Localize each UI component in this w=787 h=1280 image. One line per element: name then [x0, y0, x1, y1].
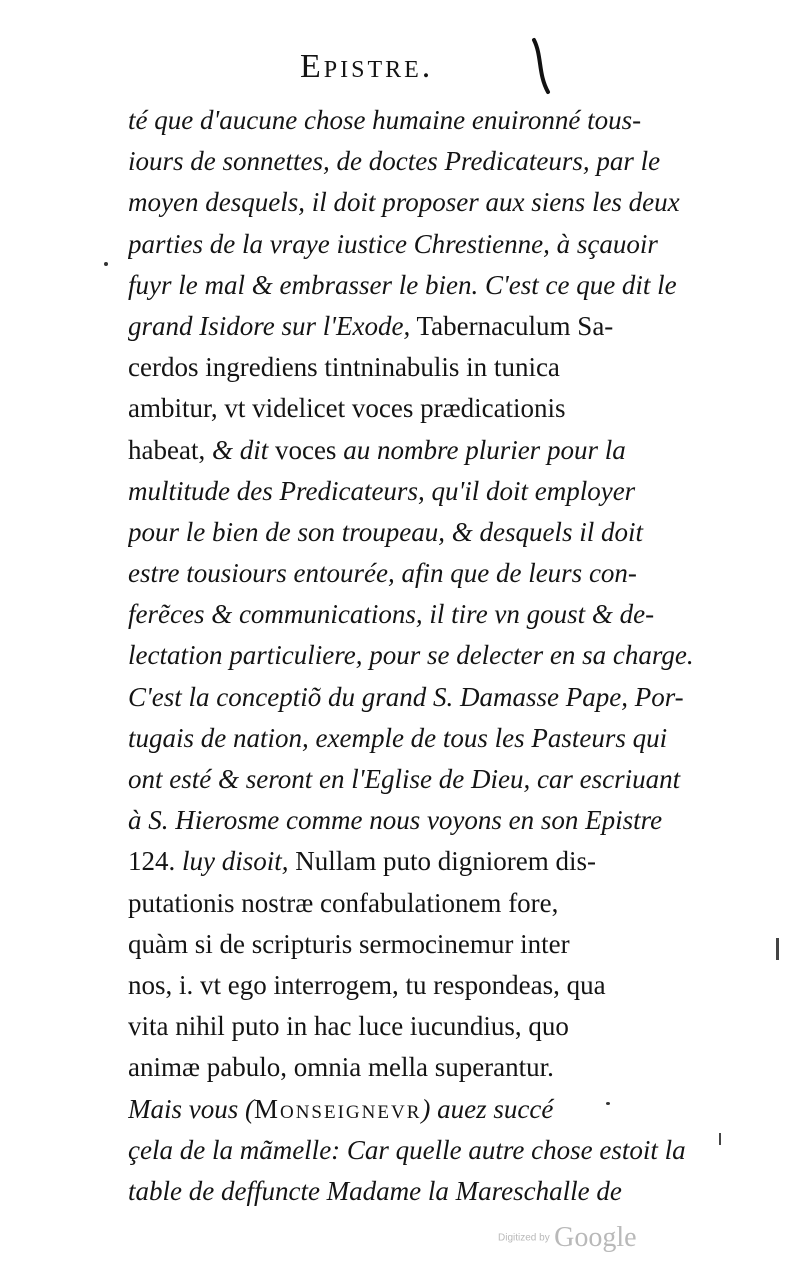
text-segment: ) auez succé	[421, 1093, 554, 1124]
text-segment: & dit	[211, 434, 269, 465]
text-line: quàm si de scripturis sermocinemur inter	[128, 928, 570, 959]
text-line: C'est la conceptiõ du grand S. Damasse Pape, Por-	[128, 681, 684, 712]
text-line	[128, 1089, 708, 1130]
text-line: cerdos ingrediens tintninabulis in tunica	[128, 352, 560, 383]
text-line: ferẽces & communications, il tire vn goust & de-	[128, 599, 655, 630]
text-line: moyen desquels, il doit proposer aux siens les deux	[128, 187, 680, 218]
text-line: table de deffuncte Madame la Mareschalle de	[128, 1175, 622, 1206]
text-line: estre tousiours entourée, afin que de leurs con-	[128, 558, 637, 589]
text-segment: Nullam puto digniorem dis-	[295, 846, 596, 877]
google-watermark	[498, 1222, 637, 1254]
text-line: putationis nostræ confabulationem fore,	[128, 887, 559, 918]
text-line: à S. Hierosme comme nous voyons en son Epistre	[128, 805, 663, 836]
text-line: ont esté & seront en l'Eglise de Dieu, car escriuant	[128, 764, 681, 794]
text-line: fuyr le mal & embrasser le bien. C'est ce que dit le	[128, 269, 677, 300]
text-line: tugais de nation, exemple de tous les Pasteurs qui	[128, 722, 668, 753]
google-logo-text: Google	[554, 1222, 637, 1253]
text-line: parties de la vraye iustice Chrestienne, à sçauoir	[128, 228, 658, 259]
text-segment: grand Isidore sur l'Exode,	[128, 310, 411, 341]
body-text	[128, 100, 708, 1212]
text-segment: au nombre plurier pour la	[343, 434, 626, 465]
text-line: multitude des Predicateurs, qu'il doit employer	[128, 475, 636, 506]
text-segment: Tabernaculum Sa-	[416, 310, 614, 341]
text-line	[128, 306, 708, 347]
running-head: Epistre.	[300, 48, 434, 85]
ink-mark	[719, 1133, 721, 1145]
text-segment: 124.	[128, 846, 176, 877]
text-line	[128, 841, 708, 882]
ink-speck	[104, 262, 108, 266]
ink-mark	[776, 938, 779, 960]
text-line: nos, i. vt ego interrogem, tu respondeas, qua	[128, 969, 606, 1000]
text-line: animæ pabulo, omnia mella superantur.	[128, 1052, 554, 1083]
text-segment: voces	[274, 434, 337, 465]
bracket-mark-icon	[528, 36, 554, 96]
text-segment: luy disoit,	[182, 846, 289, 877]
text-line: ambitur, vt videlicet voces prædicationis	[128, 393, 566, 424]
text-segment: habeat,	[128, 434, 206, 465]
text-line: iours de sonnettes, de doctes Predicateurs, par le	[128, 146, 661, 177]
text-line: pour le bien de son troupeau, & desquels il doit	[128, 516, 643, 547]
text-line: vita nihil puto in hac luce iucundius, quo	[128, 1011, 569, 1042]
text-segment: Mais vous (	[128, 1093, 254, 1124]
text-line	[128, 430, 708, 471]
text-segment: Monseignevr	[253, 1093, 422, 1124]
ink-speck	[606, 1102, 610, 1105]
text-line: lectation particuliere, pour se delecter en sa charge.	[128, 640, 694, 671]
text-line: çela de la mãmelle: Car quelle autre chose estoit la	[128, 1134, 686, 1165]
text-line: té que d'aucune chose humaine enuironné tous-	[128, 105, 642, 135]
watermark-small-text: Digitized by	[498, 1232, 550, 1244]
